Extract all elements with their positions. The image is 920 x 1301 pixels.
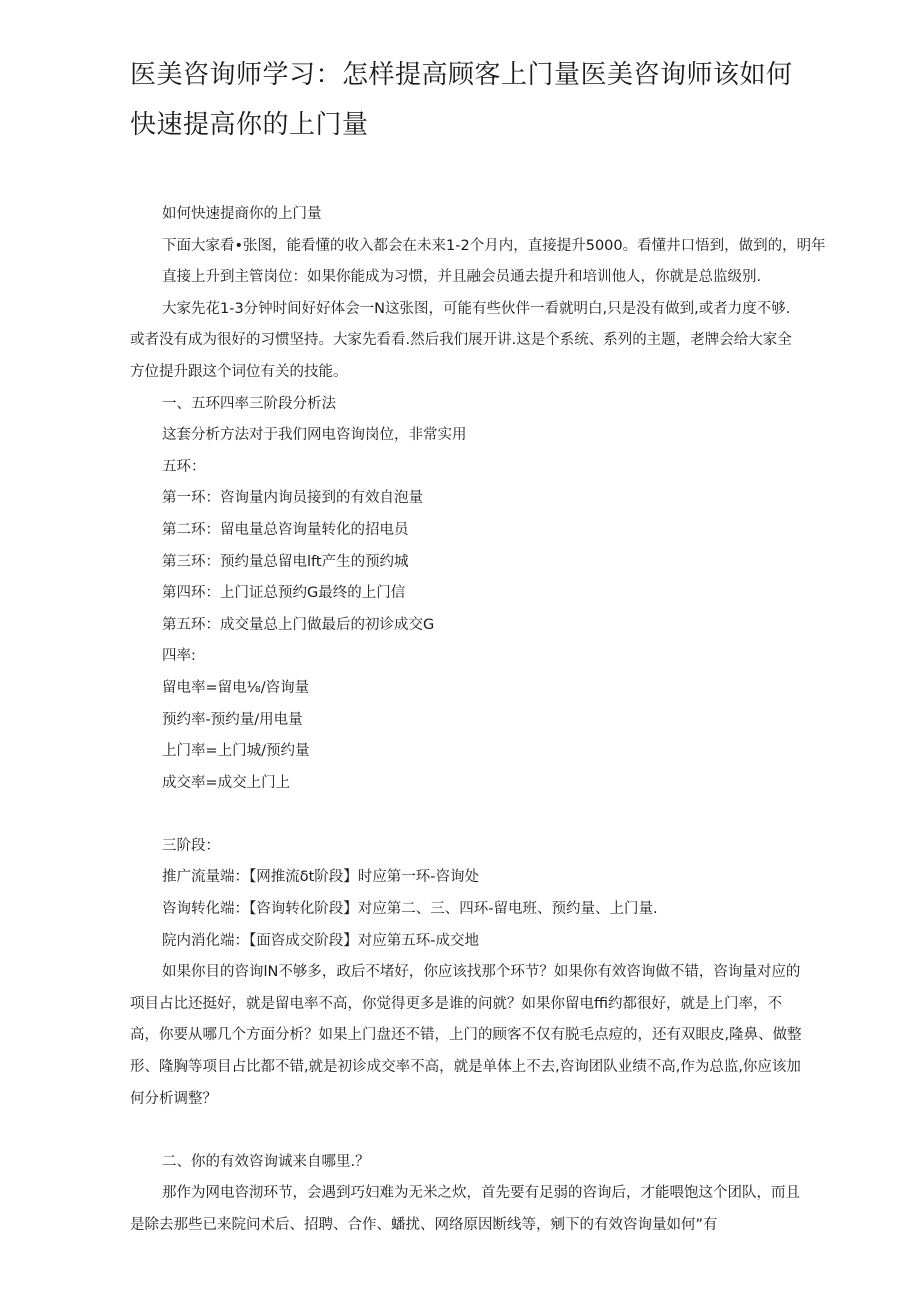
paragraph-intro-text: 下面大家看•张图，能看懂的收入都会在未来1-2个月内，直接提升5000。看懂井口悟到，做到的，明年直接上升到主管岗位：如果你能成为习惯，并且融会员通去提升和培训他人，你就是总监级别. <box>162 237 826 286</box>
document-title: 医美咨询师学习：怎样提高顾客上门量医美咨询师该如何快速提高你的上门量 <box>130 60 793 140</box>
text-line: 这套分析方法对于我们网电咨询岗位，非常实用 <box>162 427 467 444</box>
heading-section-one: 一、五环四率三阶段分析法 <box>162 395 336 412</box>
text-line: 第三环：预约量总留电lft产生的预约城 <box>162 553 409 570</box>
text-line: 第二环：留电量总咨询量转化的招电员 <box>162 521 409 538</box>
text-line: 四率: <box>162 648 196 665</box>
paragraph-source <box>130 1178 802 1241</box>
text-line: 咨询转化端：【咨询转化阶段】对应第二、三、四环-留电班、预约量、上门量. <box>162 901 658 918</box>
text-line: 留电率=留电⅛∕咨询量 <box>162 679 310 696</box>
text-line: 第一环：咨询量内询员接到的有效自泡量 <box>162 490 423 507</box>
blank-line <box>162 799 802 831</box>
paragraph-instruction <box>130 294 802 389</box>
paragraph-analysis-text: 如果你目的咨询lN不够多，政后不堵好，你应该找那个环节？如果你有效咨询做不错，咨询量对应的项目占比还挺好，就是留电率不高，你觉得更多是谁的问就？如果你留电ffi约都很好，就是上门率，不高，你要从哪几个方面分析？如果上门盘还不错，上门的顾客不仅有脱毛点痘的，还有双眼皮,隆鼻、做整形、隆胸等项目占比都不错,就是初诊成交率不高，就是单体上不去,咨询团队业绩不高,作为总监,你应该加何分析调整？ <box>130 964 802 1107</box>
text-line: 院内消化端：【面咨成交阶段】对应第五环-成交地 <box>162 932 479 949</box>
text-line: 上门率=上门城/预约量 <box>162 743 310 760</box>
text-line: 五环： <box>162 458 206 475</box>
blank-line <box>162 1115 802 1147</box>
text-line: 第四环：上门证总预约G最终的上门信 <box>162 585 406 602</box>
heading-section-two: 二、你的有效咨询诚来自哪里.？ <box>162 1153 370 1170</box>
text-line: 三阶段： <box>162 837 220 854</box>
paragraph-instruction-text: 大家先花1-3分钟时间好好体会一N这张图，可能有些伙伴一看就明白,只是没有做到,或者力度不够.或者没有成为很好的习惯坚持。大家先看看.然后我们展开讲.这是个系统、系列的主题，老牌会给大家全方位提升跟这个词位有关的技能。 <box>130 300 792 380</box>
section-subtitle: 如何快速提商你的上门量 <box>162 206 322 222</box>
paragraph-analysis <box>130 957 802 1115</box>
paragraph-intro <box>162 231 834 294</box>
text-line: 推广流量端：【网推流δt阶段】时应第一环-咨询处 <box>162 869 480 886</box>
text-line: 第五环：成交量总上门做最后的初诊成交G <box>162 616 435 633</box>
text-line: 预约率-预约量/用电量 <box>162 711 303 728</box>
document-body <box>130 199 826 1242</box>
paragraph-source-text: 那作为网电咨沏环节，会遇到巧妇难为无米之炊，首先要有足弱的咨询后，才能喂饱这个团队，而且是除去那些已来院问术后、招聘、合作、蟠扰、网络原因断线等，剜下的有效咨询量如何”有 <box>130 1185 800 1233</box>
text-line: 成交率=成交上门上 <box>162 774 291 791</box>
